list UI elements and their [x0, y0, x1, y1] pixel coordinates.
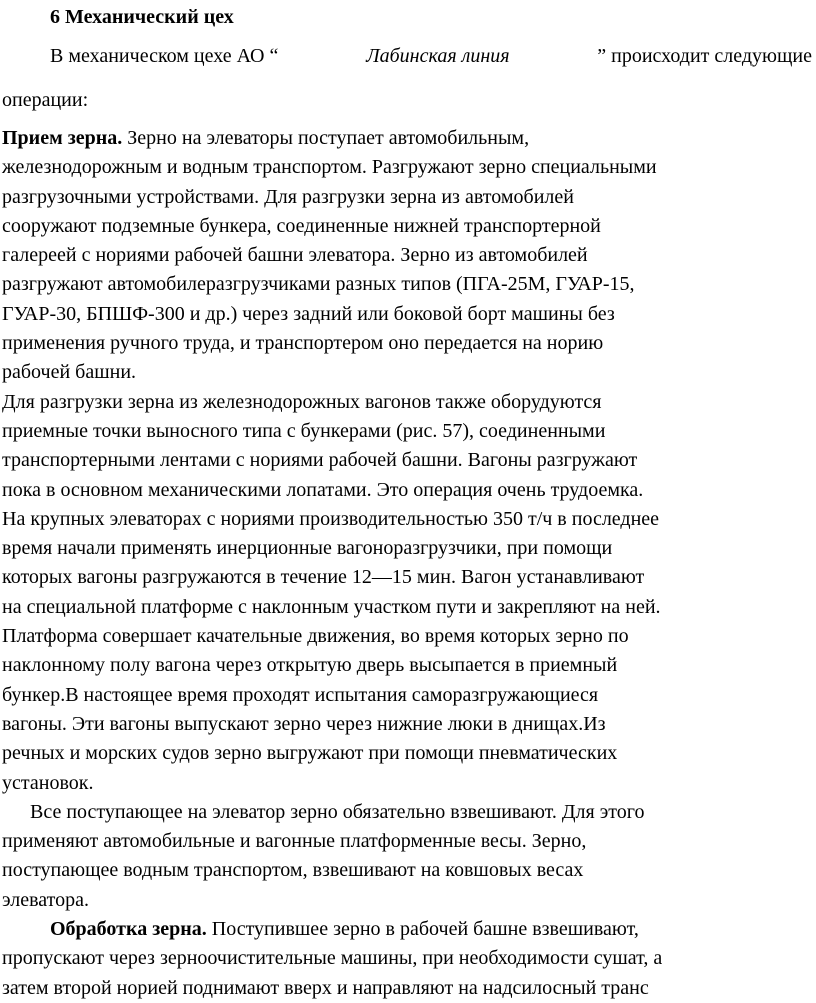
text-line: бункер.В настоящее время проходят испытания саморазгружающиеся: [2, 683, 599, 706]
text-line: поступающее водным транспортом, взвешивают на ковшовых весах: [2, 859, 584, 882]
text-line: Прием зерна. Зерно на элеваторы поступает автомобильным,: [2, 127, 530, 149]
text-line: время начали применять инерционные вагоноразгрузчики, при помощи: [2, 537, 613, 560]
paragraph-grain-reception: [2, 124, 814, 388]
text-line: затем второй норией поднимают вверх и направляют на надсилосный транс: [2, 976, 649, 999]
text-line: применения ручного труда, и транспортером оно передается на норию: [2, 332, 604, 355]
text-line: установок.: [2, 771, 94, 794]
text-line: Платформа совершает качательные движения, во время которых зерно по: [2, 625, 629, 648]
text-line: галереей с нориями рабочей башни элеватора. Зерно из автомобилей: [2, 244, 588, 267]
text-line: применяют автомобильные и вагонные платформенные весы. Зерно,: [2, 830, 587, 853]
text-line: элеватора.: [2, 888, 89, 911]
text-line: наклонному полу вагона через открытую дверь высыпается в приемный: [2, 654, 618, 677]
paragraph-title-reception: Прием зерна.: [2, 127, 123, 149]
text-line: речных и морских судов зерно выгружают при помощи пневматических: [2, 742, 618, 765]
intro-continuation: операции:: [2, 89, 89, 111]
paragraph-grain-processing: [2, 915, 814, 1003]
text-line: сооружают подземные бункера, соединенные нижней транспортерной: [2, 214, 601, 237]
paragraph-weighing: [2, 798, 814, 915]
text-line: железнодорожным и водным транспортом. Разгружают зерно специальными: [2, 156, 657, 179]
text-line: вагоны. Эти вагоны выпускают зерно через нижние люки в днищах.Из: [2, 712, 606, 735]
intro-text-end: ” происходит следующие: [597, 45, 812, 67]
text-line: разгружают автомобилеразгрузчиками разных типов (ПГА-25М, ГУАР-15,: [2, 273, 635, 296]
text-line: ГУАР-30, БПШФ-300 и др.) через задний или боковой борт машины без: [2, 302, 615, 325]
text-line: Все поступающее на элеватор зерно обязательно взвешивают. Для этого: [30, 800, 645, 823]
text-line: которых вагоны разгружаются в течение 12—15 мин. Вагон устанавливают: [2, 566, 645, 589]
text-line: пропускают через зерноочистительные машины, при необходимости сушат, а: [2, 947, 663, 970]
section-heading: 6 Механический цех: [50, 6, 234, 28]
text-line: пока в основном механическими лопатами. Это операция очень трудоемка.: [2, 478, 644, 501]
company-name: Лабинская линия: [366, 45, 510, 67]
intro-paragraph: [50, 43, 812, 69]
text-line: рабочей башни.: [2, 361, 137, 384]
text-line: на специальной платформе с наклонным участком пути и закрепляют на ней.: [2, 595, 661, 618]
text-line: Для разгрузки зерна из железнодорожных вагонов также оборудуются: [2, 390, 602, 413]
text-line: приемные точки выносного типа с бункерами (рис. 57), соединенными: [2, 419, 606, 442]
text-line: Обработка зерна. Поступившее зерно в рабочей башне взвешивают,: [50, 918, 639, 941]
text-line: транспортерными лентами с нориями рабочей башни. Вагоны разгружают: [2, 449, 638, 472]
paragraph-title-processing: Обработка зерна.: [50, 918, 207, 941]
text-line: разгрузочными устройствами. Для разгрузки зерна из автомобилей: [2, 185, 574, 208]
intro-text-start: В механическом цехе АО “: [50, 45, 279, 67]
text-line: На крупных элеваторах с нориями производительностью 350 т/ч в последнее: [2, 507, 660, 530]
paragraph-railway-unloading: [2, 388, 814, 798]
document-body: [2, 124, 814, 1003]
